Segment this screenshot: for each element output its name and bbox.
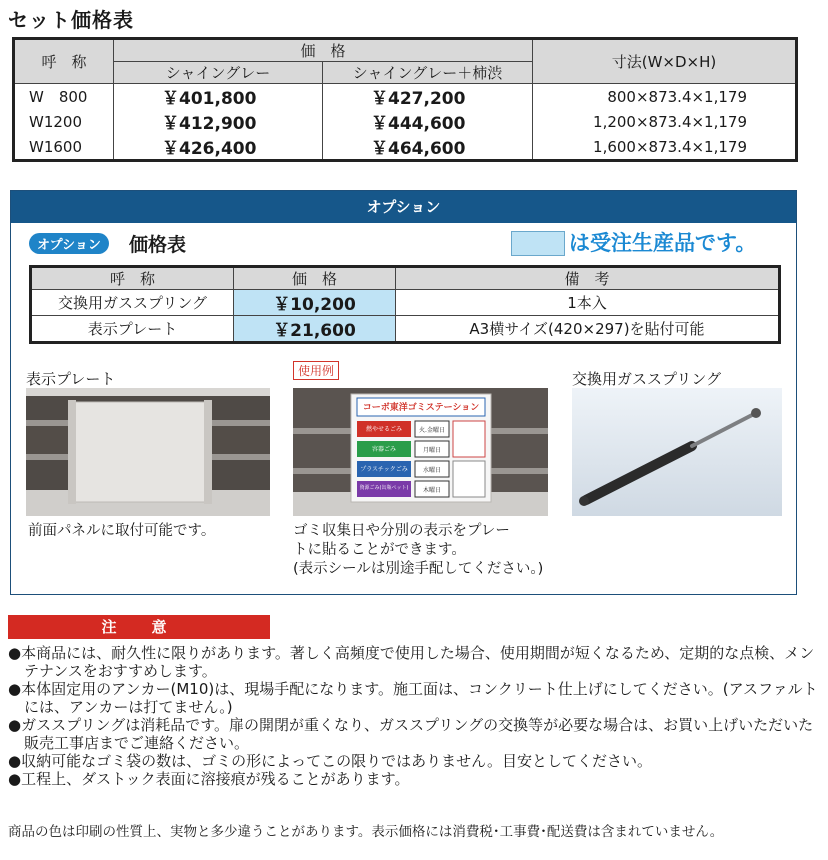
opt-row-note: A3横サイズ(420×297)を貼付可能	[396, 316, 780, 343]
row-price-2: ￥444,600	[323, 109, 533, 134]
col-header-dim: 寸法(W×D×H)	[533, 39, 797, 84]
photo-usage-example	[293, 388, 548, 516]
opt-row-price: ￥21,600	[234, 316, 396, 343]
caution-notes	[8, 644, 820, 788]
row-dim: 1,600×873.4×1,179	[533, 134, 797, 161]
caption-usage-example-2: トに貼ることができます。	[293, 542, 466, 558]
sign-day: 水曜日	[422, 467, 441, 474]
label-gas-spring: 交換用ガススプリング	[572, 370, 722, 388]
row-price-2: ￥427,200	[323, 84, 533, 110]
opt-row-price: ￥10,200	[234, 290, 396, 316]
footer-note: 商品の色は印刷の性質上、実物と多少違うことがあります。表示価格には消費税･工事費･配送費は含まれていません。	[8, 824, 724, 840]
opt-col-header-note: 備 考	[396, 267, 780, 290]
sign-tag: プラスチックごみ	[360, 466, 408, 473]
col-header-price: 価 格	[114, 39, 533, 62]
legend-swatch	[511, 231, 565, 256]
option-price-table	[29, 265, 781, 344]
set-price-table	[12, 37, 798, 162]
sign-tag: 燃やせるごみ	[365, 426, 402, 433]
option-title: 価格表	[129, 234, 187, 256]
row-dim: 800×873.4×1,179	[533, 84, 797, 110]
photo-gas-spring	[572, 388, 782, 516]
table-row	[31, 290, 780, 316]
label-usage-example: 使用例	[293, 361, 339, 380]
opt-row-name: 交換用ガススプリング	[31, 290, 234, 316]
row-price-1: ￥412,900	[114, 109, 323, 134]
opt-col-header-price: 価 格	[234, 267, 396, 290]
caution-header: 注 意	[8, 615, 270, 639]
page-title: セット価格表	[8, 8, 134, 32]
opt-col-header-name: 呼 称	[31, 267, 234, 290]
col-header-shine-gray-kakishibu: シャイングレー＋柿渋	[323, 62, 533, 84]
caption-usage-example-3: (表示シールは別途手配してください。)	[293, 561, 544, 577]
sign-day: 火.金曜日	[419, 427, 445, 434]
opt-row-note: 1本入	[396, 290, 780, 316]
table-row	[31, 316, 780, 343]
row-name: W1600	[14, 134, 114, 161]
row-dim: 1,200×873.4×1,179	[533, 109, 797, 134]
option-pill: オプション	[29, 233, 109, 254]
label-display-plate: 表示プレート	[26, 370, 116, 388]
photo-display-plate	[26, 388, 270, 516]
caption-usage-example-1: ゴミ収集日や分別の表示をプレー	[293, 523, 510, 539]
sign-tag: 容器ごみ	[371, 446, 396, 453]
sign-day: 木曜日	[422, 487, 441, 494]
row-price-1: ￥401,800	[114, 84, 323, 110]
option-header-bar: オプション	[11, 191, 796, 223]
col-header-shine-gray: シャイングレー	[114, 62, 323, 84]
sign-tag: 資源ごみ(缶瓶ペット)	[359, 485, 409, 491]
row-price-1: ￥426,400	[114, 134, 323, 161]
col-header-name: 呼 称	[14, 39, 114, 84]
legend-text: は受注生産品です。	[569, 231, 757, 255]
row-name: W1200	[14, 109, 114, 134]
opt-row-name: 表示プレート	[31, 316, 234, 343]
row-price-2: ￥464,600	[323, 134, 533, 161]
list-item: ●本体固定用のアンカー(M10)は、現場手配になります。施工面は、コンクリート仕上げにしてください。(アスファルトには、アンカーは打てません。)	[8, 680, 818, 716]
sign-day: 月曜日	[422, 447, 441, 454]
table-row	[14, 109, 797, 134]
row-name: W 800	[14, 84, 114, 110]
table-row	[14, 84, 797, 110]
sign-title: コーボ東洋ゴミステーション	[362, 403, 480, 413]
list-item: ●本商品には、耐久性に限りがあります。著しく高頻度で使用した場合、使用期間が短くなるため、定期的な点検、メンテナンスをおすすめします。	[8, 644, 815, 680]
caption-display-plate: 前面パネルに取付可能です。	[28, 523, 216, 539]
list-item: ●収納可能なゴミ袋の数は、ゴミの形によってこの限りではありません。目安としてください。	[8, 752, 652, 770]
table-row	[14, 134, 797, 161]
list-item: ●工程上、ダストック表面に溶接痕が残ることがあります。	[8, 770, 410, 788]
list-item: ●ガススプリングは消耗品です。扉の開閉が重くなり、ガススプリングの交換等が必要な場合は、お買い上げいただいた販売工事店までご連絡ください。	[8, 716, 814, 752]
